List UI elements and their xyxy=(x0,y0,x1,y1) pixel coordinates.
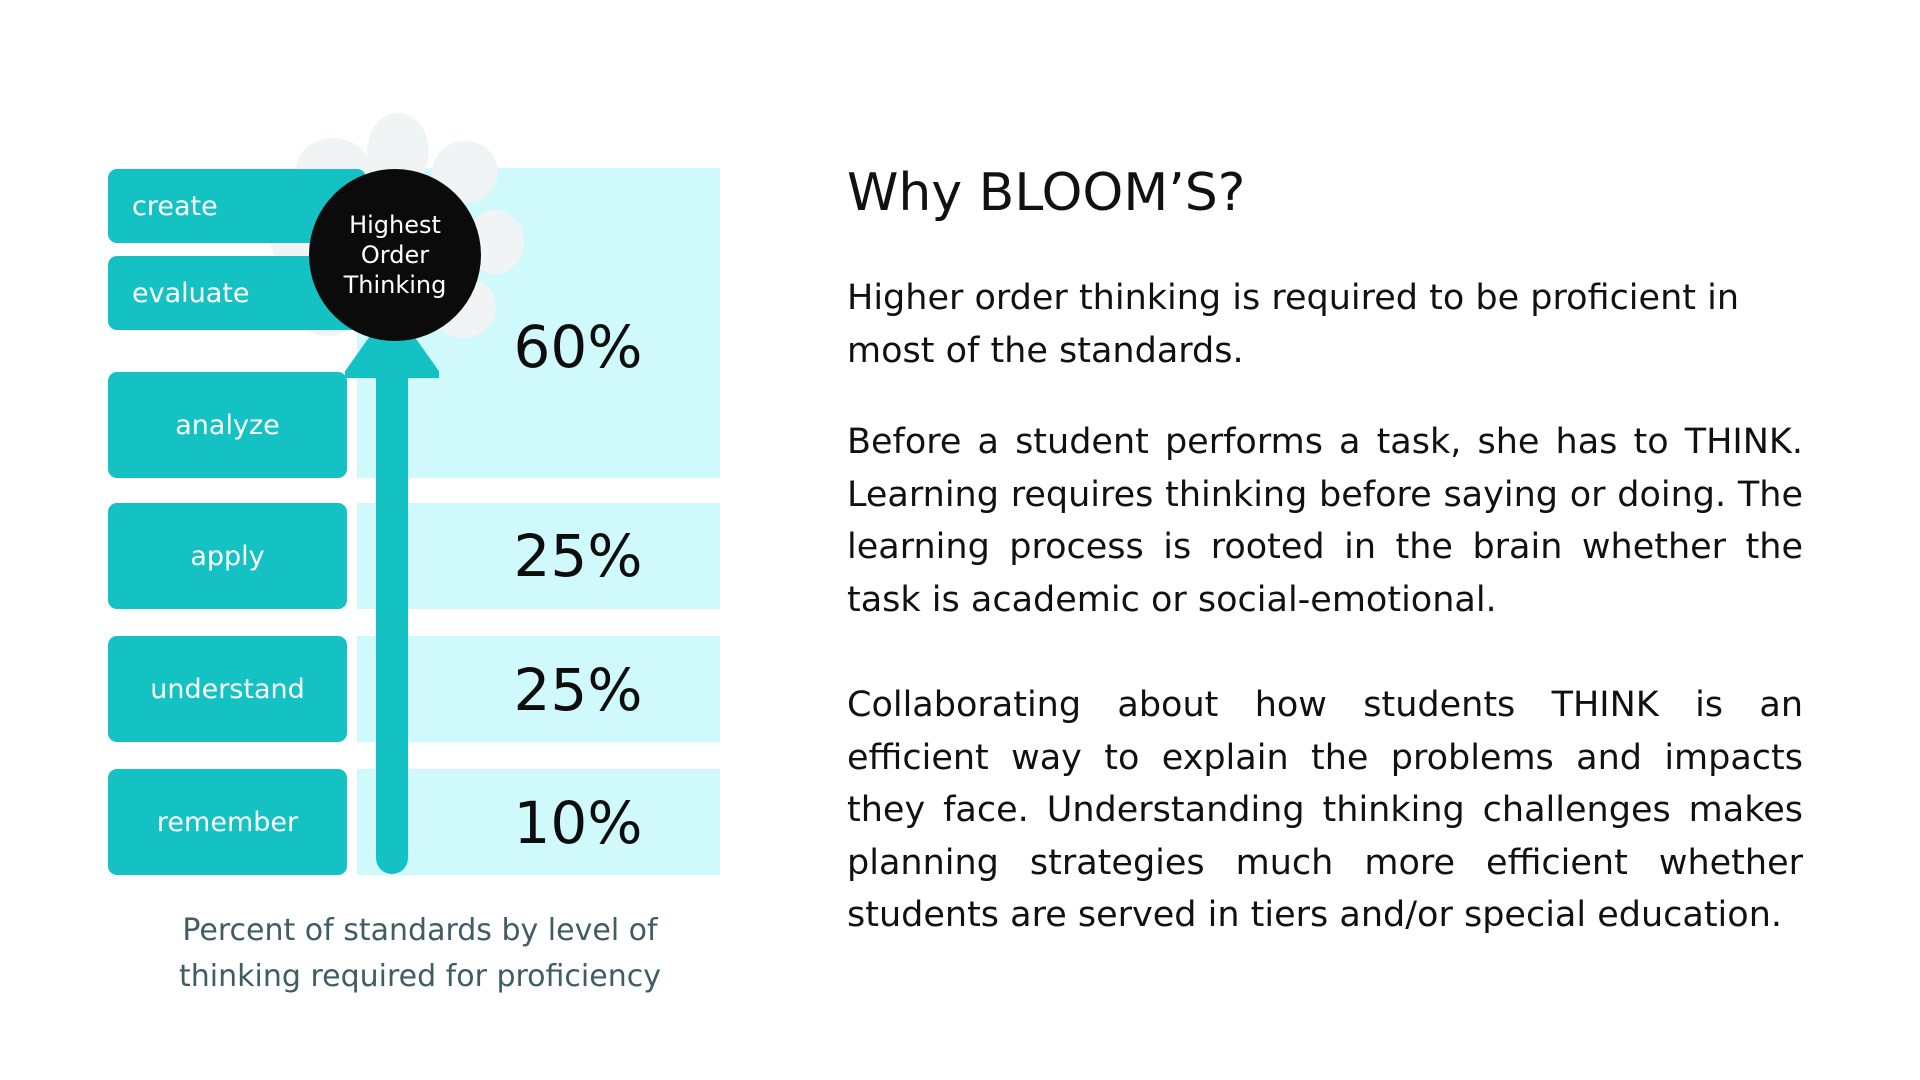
paragraph-2: Before a student performs a task, she has to THINK. Learning requires thinking before saying or doing. The learning process is rooted in the brain whether the task is academic or social-emotional. xyxy=(847,422,1803,620)
percent-understand: 25% xyxy=(513,656,643,724)
percent-remember: 10% xyxy=(513,789,643,857)
level-box-understand xyxy=(108,636,347,742)
badge-line-3: Thinking xyxy=(343,271,447,299)
paragraph-3: Collaborating about how students THINK is an efficient way to explain the problems and impacts they face. Understanding thinking challenges makes planning strategies much more efficient whether students are served in tiers and/or special education. xyxy=(847,685,1803,935)
caption-line-2: thinking required for proficiency xyxy=(179,959,661,994)
level-box-analyze xyxy=(108,372,347,478)
up-arrow-icon xyxy=(345,308,439,874)
highest-order-thinking-badge xyxy=(309,169,481,341)
percent-higher-order: 60% xyxy=(513,313,643,381)
level-label-analyze: analyze xyxy=(175,409,280,441)
badge-line-1: Highest xyxy=(349,211,441,239)
level-box-apply xyxy=(108,503,347,609)
level-label-evaluate: evaluate xyxy=(132,277,250,309)
percent-apply: 25% xyxy=(513,522,643,590)
badge-line-2: Order xyxy=(360,241,430,269)
level-label-apply: apply xyxy=(190,540,265,572)
level-label-create: create xyxy=(132,190,218,222)
diagram-caption xyxy=(120,908,720,1000)
level-label-remember: remember xyxy=(156,806,299,838)
paragraph-1: Higher order thinking is required to be proficient in most of the standards. xyxy=(847,278,1740,371)
level-box-remember xyxy=(108,769,347,875)
level-label-understand: understand xyxy=(150,673,305,705)
caption-line-1: Percent of standards by level of xyxy=(182,913,658,948)
page-title: Why BLOOM’S? xyxy=(847,163,1246,223)
